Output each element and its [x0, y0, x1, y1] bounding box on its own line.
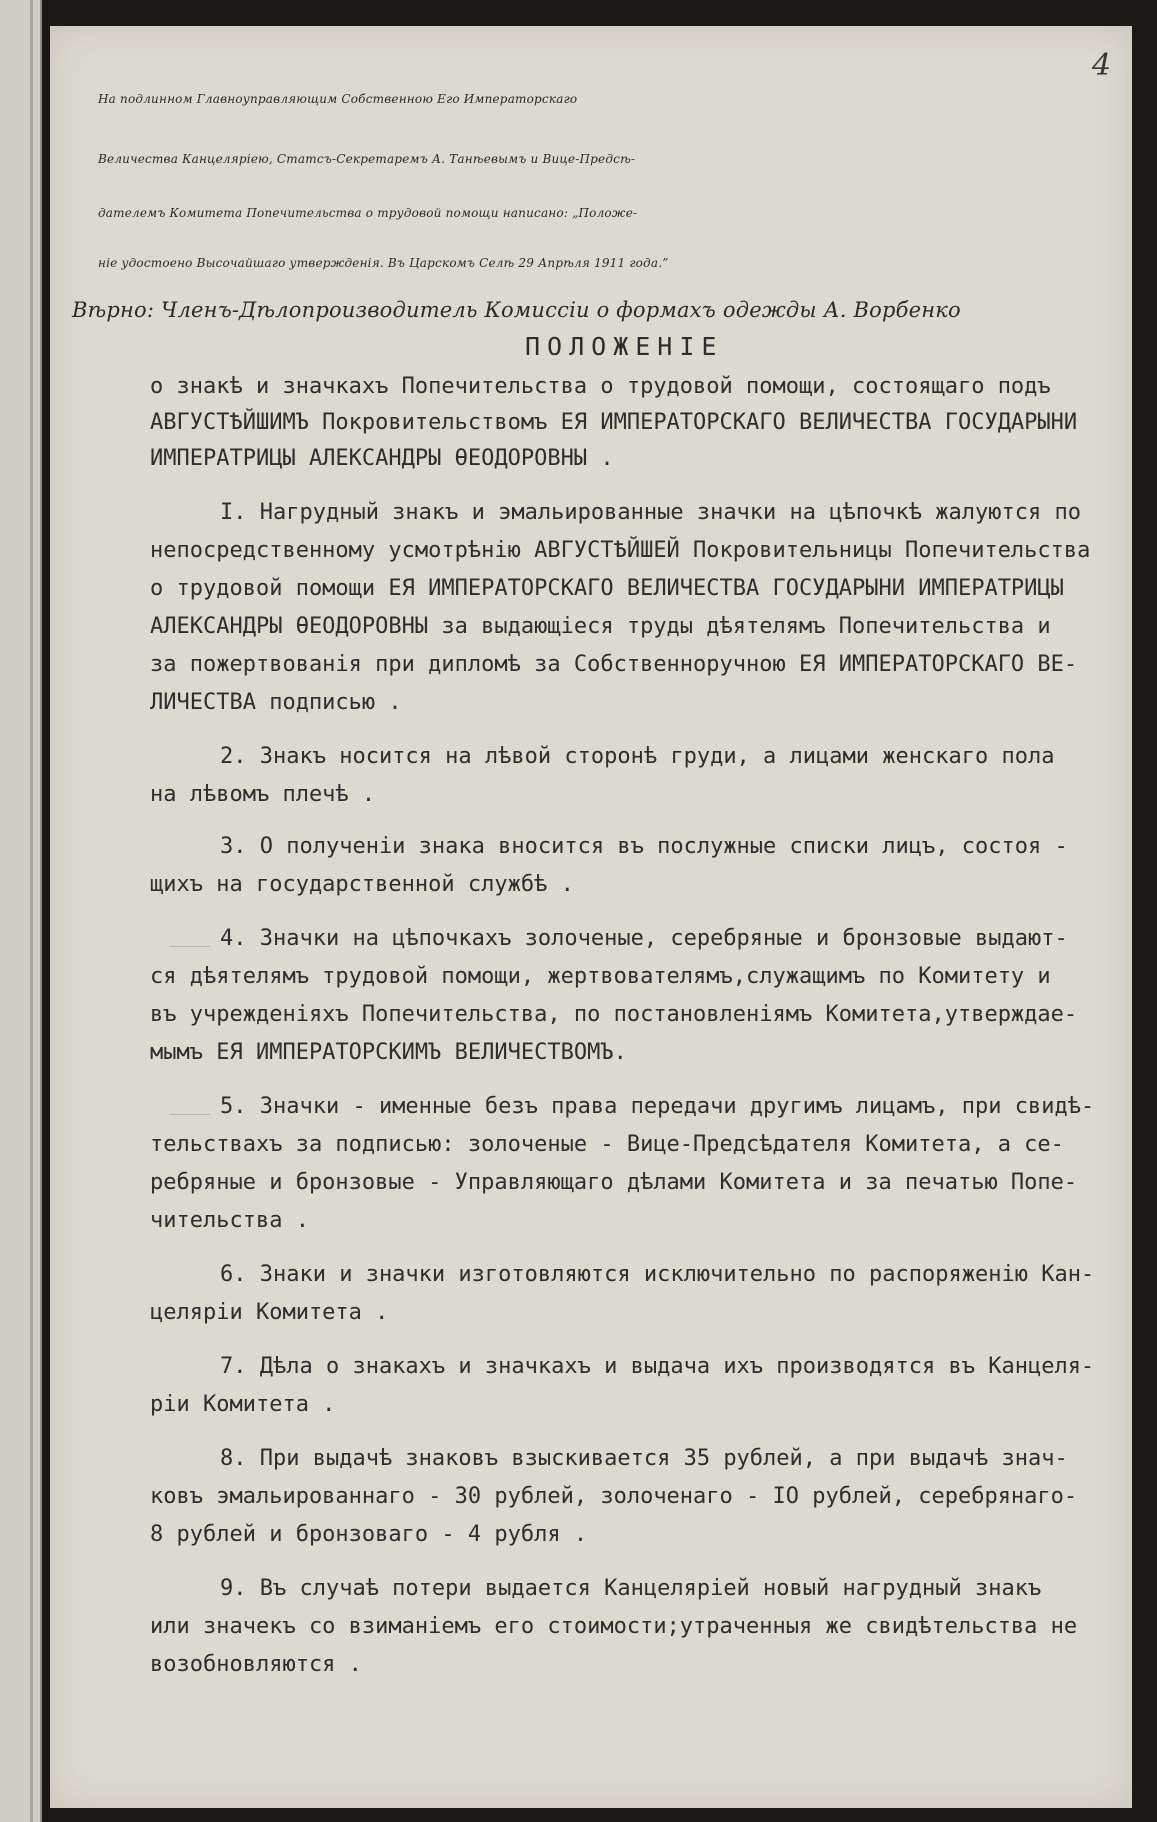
adjacent-page-edge [0, 0, 42, 1822]
paragraph-8-line: 8 рублей и бронзоваго - 4 рубля . [150, 1522, 588, 1547]
paragraph-4-line: ся дѣятелямъ трудовой помощи, жертвователямъ,служащимъ по Комитету и [150, 964, 1051, 989]
paragraph-3-line: щихъ на государственной службѣ . [150, 872, 574, 897]
paragraph-3-line: 3. О полученіи знака вносится въ послужные списки лицъ, состоя - [220, 834, 1068, 859]
paragraph-4-line: мымъ ЕЯ ИМПЕРАТОРСКИМЪ ВЕЛИЧЕСТВОМЪ. [150, 1040, 627, 1065]
paragraph-5-line: ребряные и бронзовые - Управляющаго дѣлами Комитета и за печатью Попе- [150, 1170, 1078, 1195]
paragraph-7-line: 7. Дѣла о знакахъ и значкахъ и выдача ихъ производятся въ Канцеля- [220, 1354, 1095, 1379]
paragraph-7-line: ріи Комитета . [150, 1392, 336, 1417]
paragraph-5-line: чительства . [150, 1208, 309, 1233]
paragraph-6-line: 6. Знаки и значки изготовляются исключительно по распоряженію Кан- [220, 1262, 1095, 1287]
document-page [50, 26, 1132, 1808]
paragraph-2-line: 2. Знакъ носится на лѣвой сторонѣ груди, а лицами женскаго пола [220, 744, 1055, 769]
handwritten-line: Величества Канцеляріею, Статсъ-Секретаремъ А. Танѣевымъ и Вице-Предсѣ- [98, 152, 636, 166]
paragraph-5-line: 5. Значки - именные безъ права передачи другимъ лицамъ, при свидѣ- [220, 1094, 1095, 1119]
paragraph-4-line: 4. Значки на цѣпочкахъ золоченые, серебряные и бронзовые выдают- [220, 926, 1068, 951]
paper-mark [170, 946, 210, 947]
page-number: 4 [1092, 48, 1112, 83]
page-fold [30, 0, 33, 1822]
handwritten-line: дателемъ Комитета Попечительства о трудовой помощи написано: „Положе- [98, 206, 638, 220]
paragraph-4-line: въ учрежденіяхъ Попечительства, по постановленіямъ Комитета,утверждае- [150, 1002, 1078, 1027]
paragraph-1-line: за пожертвованія при дипломѣ за Собственноручною ЕЯ ИМПЕРАТОРСКАГО ВЕ- [150, 652, 1078, 677]
paragraph-5-line: тельствахъ за подписью: золоченые - Вице-Предсѣдателя Комитета, а се- [150, 1132, 1064, 1157]
paragraph-6-line: целяріи Комитета . [150, 1300, 389, 1325]
intro-line: АВГУСТѢЙШИМЪ Покровительствомъ ЕЯ ИМПЕРАТОРСКАГО ВЕЛИЧЕСТВА ГОСУДАРЫНИ [150, 410, 1078, 435]
handwritten-attestation: Вѣрно: Членъ-Дѣлопроизводитель Комиссіи о формахъ одежды А. Ворбенко [72, 298, 961, 322]
paragraph-8-line: ковъ эмальированнаго - 30 рублей, золоченаго - IO рублей, серебрянаго- [150, 1484, 1078, 1509]
paragraph-1-line: ЛИЧЕСТВА подписью . [150, 690, 402, 715]
paragraph-9-line: 9. Въ случаѣ потери выдается Канцеляріей новый нагрудный знакъ [220, 1576, 1042, 1601]
paragraph-1-line: I. Нагрудный знакъ и эмальированные значки на цѣпочкѣ жалуются по [220, 500, 1081, 525]
paragraph-1-line: АЛЕКСАНДРЫ ѲЕОДОРОВНЫ за выдающіеся труды дѣятелямъ Попечительства и [150, 614, 1051, 639]
paragraph-2-line: на лѣвомъ плечѣ . [150, 782, 376, 807]
paragraph-9-line: возобновляются . [150, 1652, 362, 1677]
paragraph-1-line: непосредственному усмотрѣнію АВГУСТѢЙШЕЙ Покровительницы Попечительства [150, 538, 1091, 563]
intro-line: о знакѣ и значкахъ Попечительства о трудовой помощи, состоящаго подъ [150, 374, 1051, 399]
paragraph-8-line: 8. При выдачѣ знаковъ взыскивается 35 рублей, а при выдачѣ знач- [220, 1446, 1068, 1471]
intro-line: ИМПЕРАТРИЦЫ АЛЕКСАНДРЫ ѲЕОДОРОВНЫ . [150, 446, 614, 471]
paragraph-1-line: о трудовой помощи ЕЯ ИМПЕРАТОРСКАГО ВЕЛИЧЕСТВА ГОСУДАРЫНИ ИМПЕРАТРИЦЫ [150, 576, 1064, 601]
handwritten-line: На подлинном Главноуправляющим Собственною Его Императорскаго [98, 92, 578, 106]
paper-mark [170, 1114, 210, 1115]
handwritten-line: ніе удостоено Высочайшаго утвержденія. Въ Царскомъ Селѣ 29 Апрѣля 1911 года.” [98, 256, 669, 270]
paragraph-9-line: или значекъ со взиманіемъ его стоимости;утраченныя же свидѣтельства не [150, 1614, 1078, 1639]
document-title: ПОЛОЖЕНІЕ [525, 332, 724, 361]
